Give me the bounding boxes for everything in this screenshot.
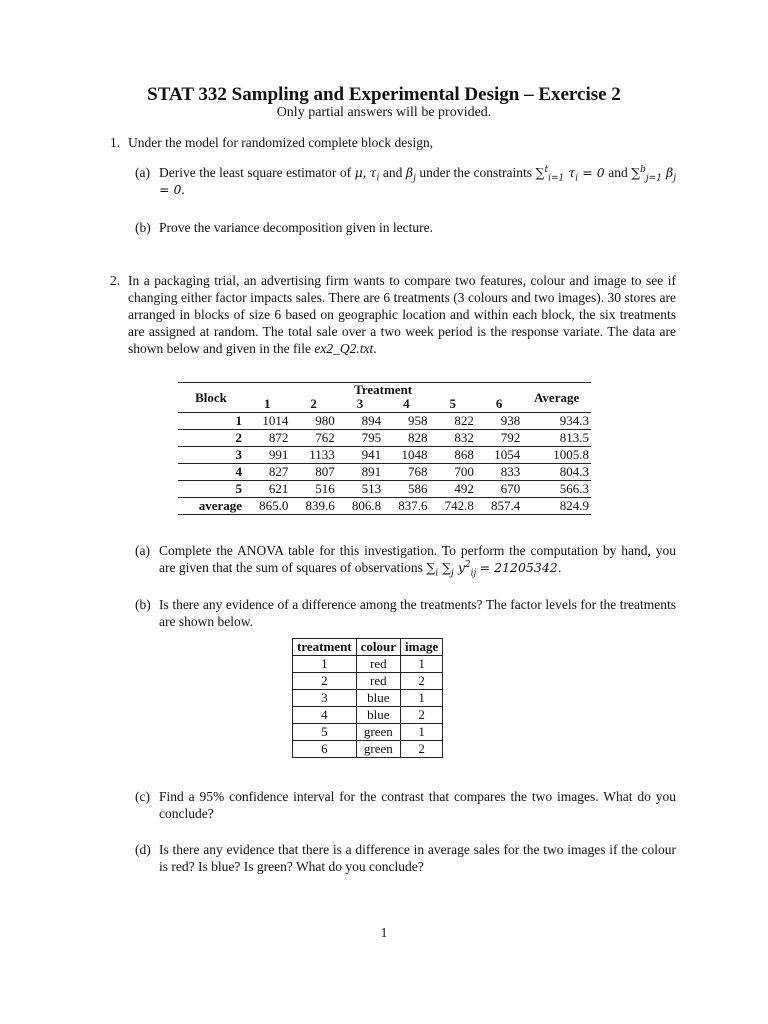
levels-header: colour <box>356 639 400 656</box>
table-row <box>178 464 591 481</box>
q2a-sum-value: = 21205342. <box>479 560 562 575</box>
table-cell: 2 <box>401 741 443 758</box>
table-row <box>178 447 591 464</box>
table-row <box>293 707 443 724</box>
q1a-and-2: and <box>608 165 628 180</box>
table-cell: 958 <box>408 413 428 428</box>
q1a-math-beta: $\beta_j$ <box>405 165 416 184</box>
q1-part-a-label: (a) <box>135 165 150 180</box>
table-cell: 941 <box>361 447 382 462</box>
q1a-math-tau: $\tau_i$ <box>369 165 380 184</box>
table-cell: 742.8 <box>444 498 474 513</box>
block-label: 3 <box>235 447 242 462</box>
table-cell: 872 <box>268 430 289 445</box>
treatment-col-header: 2 <box>310 396 317 411</box>
q2a-sum-expression: $\sum_i$ $\sum_j$ $y^2_{ij}$ <box>426 559 477 579</box>
q2-body: In a packaging trial, an advertising firm wants to compare two features, colour and image to see if changing either factor impacts sales. There are 6 treatments (3 colours and two images). 30 stores are arranged in blocks of size 6 based on geographic location and within each block, the six treatments are assigned at random. The total sale over a two week period is the response variate. The data are shown below and given in the file <box>128 273 676 356</box>
table-cell: 839.6 <box>305 498 335 513</box>
table-cell: 3 <box>293 690 357 707</box>
q2-part-d-label: (d) <box>135 842 151 857</box>
block-label: 2 <box>235 430 242 445</box>
question-1-text: Under the model for randomized complete block design, <box>128 135 434 150</box>
row-average: 934.3 <box>559 413 589 428</box>
table-cell: 980 <box>315 413 335 428</box>
block-header: Block <box>195 389 227 405</box>
q1a-constraint-2: ∑$^b_{j=1}$ $\beta_j = 0$ <box>159 164 677 197</box>
q1a-text-2: under the constraints <box>419 165 533 180</box>
average-header: Average <box>534 389 580 405</box>
table-cell: 827 <box>268 464 289 479</box>
row-average: 804.3 <box>559 464 589 479</box>
table-cell: 807 <box>315 464 335 479</box>
table-cell: 1 <box>401 724 443 741</box>
table-cell: 2 <box>401 707 443 724</box>
table-row <box>293 690 443 707</box>
table-cell: 492 <box>454 481 474 496</box>
table-cell: 2 <box>293 673 357 690</box>
table-cell: 806.8 <box>351 498 382 513</box>
question-1-number: 1. <box>110 135 121 150</box>
table-cell: 865.0 <box>259 498 289 513</box>
table-cell: 1048 <box>401 447 428 462</box>
question-2-text <box>128 272 676 357</box>
table-row <box>293 741 443 758</box>
treatment-col-header: 5 <box>449 396 456 411</box>
table-cell: 768 <box>408 464 428 479</box>
table-cell: 1 <box>293 656 357 673</box>
table-cell: red <box>356 673 400 690</box>
row-average: 1005.8 <box>553 447 589 462</box>
table-cell: 762 <box>315 430 335 445</box>
factor-levels-table <box>292 638 443 758</box>
table-cell: red <box>356 656 400 673</box>
treatment-col-header: 4 <box>403 396 410 411</box>
table-cell: 1054 <box>494 447 521 462</box>
table-cell: green <box>356 741 400 758</box>
q2-period: . <box>373 341 377 356</box>
table-row <box>178 481 591 498</box>
treatment-col-header: 1 <box>263 396 271 411</box>
table-cell: blue <box>356 707 400 724</box>
table-cell: 991 <box>268 447 289 462</box>
table-cell: 891 <box>361 464 382 479</box>
q2-part-d-text: Is there any evidence that there is a difference in average sales for the two images if the colour is red? Is blue? Is green? What do you conclude? <box>159 842 676 874</box>
table-row <box>178 430 591 447</box>
block-label: 4 <box>235 464 242 479</box>
table-cell: 4 <box>293 707 357 724</box>
table-cell: 586 <box>408 481 428 496</box>
levels-header: treatment <box>293 639 357 656</box>
table-cell: 857.4 <box>491 498 521 513</box>
q1-part-b-label: (b) <box>135 220 151 235</box>
page-number: 1 <box>380 925 388 940</box>
table-cell: 795 <box>361 430 382 445</box>
table-cell: 700 <box>454 464 474 479</box>
q2a-text: Complete the ANOVA table for this investigation. To perform the computation by hand, you are given that the sum of squares of observations <box>159 543 676 575</box>
q1-part-a-text: Derive the least square estimator of μ, $\tau_i$ and $\beta_j$ under the constraints ∑$^t_{i=1}$ $\tau_i = 0$ and ∑$^b_{j=1}$ $\beta_j = 0$. <box>159 164 677 197</box>
average-row-label: average <box>198 498 242 513</box>
q2-part-a-label: (a) <box>135 543 150 558</box>
q1a-math-mu: μ <box>354 165 363 180</box>
table-cell: 670 <box>500 481 521 496</box>
table-cell: 6 <box>293 741 357 758</box>
q1a-constraint-1: ∑$^t_{i=1}$ $\tau_i = 0$ <box>535 164 605 184</box>
table-cell: 832 <box>454 430 474 445</box>
table-cell: 1 <box>401 656 443 673</box>
table-cell: 1133 <box>309 447 335 462</box>
q1a-and: and <box>382 165 403 180</box>
table-cell: 792 <box>500 430 521 445</box>
table-cell: 2 <box>401 673 443 690</box>
treatment-header: Treatment <box>354 382 413 397</box>
question-2-number: 2. <box>110 273 121 288</box>
q2-part-b-text: Is there any evidence of a difference among the treatments? The factor levels for the treatments are shown below. <box>159 597 676 629</box>
row-average: 566.3 <box>559 481 589 496</box>
q1-part-b-text: Prove the variance decomposition given in lecture. <box>159 220 434 235</box>
table-row <box>293 724 443 741</box>
table-cell: 1 <box>401 690 443 707</box>
table-cell: green <box>356 724 400 741</box>
table-cell: 5 <box>293 724 357 741</box>
table-cell: 516 <box>315 481 335 496</box>
table-row <box>293 656 443 673</box>
q2-file-name: ex2_Q2.txt <box>314 341 374 356</box>
table-cell: 828 <box>408 430 428 445</box>
q2-part-a-text <box>159 542 676 579</box>
table-cell: 621 <box>268 481 289 496</box>
block-label: 5 <box>235 481 242 496</box>
table-row <box>178 413 591 430</box>
table-cell: 894 <box>361 413 382 428</box>
table-cell: 938 <box>500 413 521 428</box>
table-cell: blue <box>356 690 400 707</box>
table-cell: 1014 <box>262 413 289 428</box>
page-title: STAT 332 Sampling and Experimental Design – Exercise 2 <box>147 84 621 105</box>
table-row <box>293 673 443 690</box>
table-cell: 833 <box>500 464 521 479</box>
q2-part-b-label: (b) <box>135 597 151 612</box>
table-cell: 513 <box>361 481 382 496</box>
block-label: 1 <box>235 413 242 428</box>
treatment-col-header: 6 <box>495 396 503 411</box>
q2-part-c-label: (c) <box>135 789 150 804</box>
table-average-row <box>178 498 591 515</box>
treatment-col-header: 3 <box>356 396 364 411</box>
table-cell: 868 <box>454 447 474 462</box>
row-average: 813.5 <box>559 430 589 445</box>
table-cell: 822 <box>454 413 474 428</box>
sales-data-table <box>178 382 591 515</box>
q1a-text-1: Derive the least square estimator of <box>159 165 352 180</box>
levels-header: image <box>401 639 443 656</box>
q2-part-c-text: Find a 95% confidence interval for the contrast that compares the two images. What do you conclude? <box>159 789 676 821</box>
grand-average: 824.9 <box>559 498 589 513</box>
table-cell: 837.6 <box>398 498 428 513</box>
page-subtitle: Only partial answers will be provided. <box>276 105 492 120</box>
